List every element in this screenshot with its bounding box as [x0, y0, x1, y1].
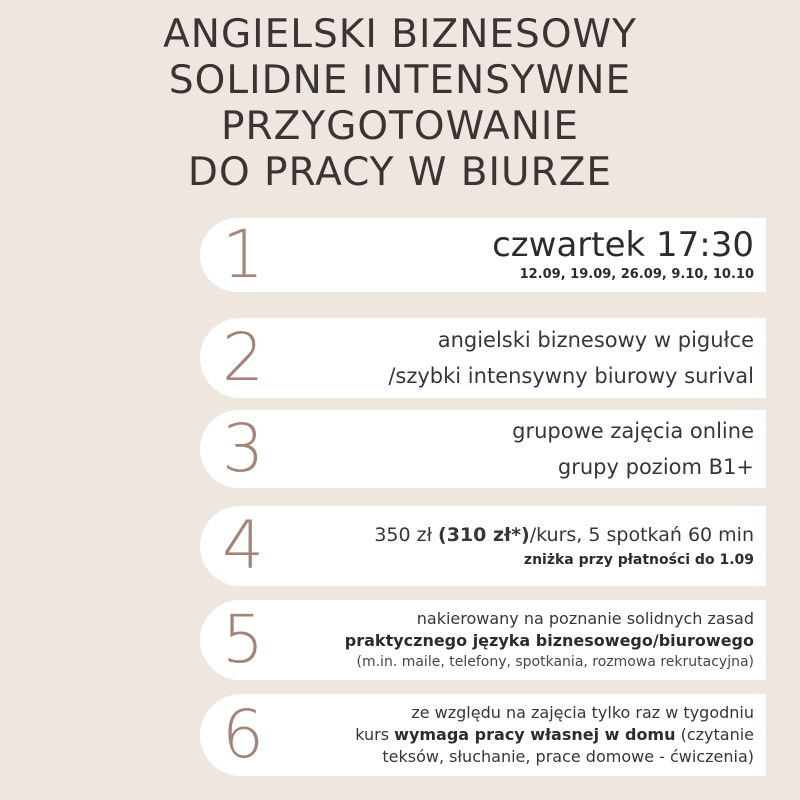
- info-card-1: [200, 218, 766, 292]
- card-text-4: [374, 506, 754, 586]
- info-card-4: [200, 506, 766, 586]
- homework-suffix: (czytanie: [675, 725, 754, 744]
- discount-note: zniżka przy płatności do 1.09: [523, 552, 754, 568]
- homework-line-1: ze względu na zajęcia tylko raz w tygodniu: [411, 703, 754, 722]
- level-line: grupy poziom B1+: [557, 455, 754, 479]
- focus-line-1: nakierowany na poznanie solidnych zasad: [416, 609, 754, 628]
- card-number-3: 3: [222, 410, 264, 487]
- card-number-5: 5: [222, 601, 264, 678]
- homework-line-2: [355, 724, 754, 746]
- title-line-3: PRZYGOTOWANIE: [220, 104, 580, 149]
- title-line-1: ANGIELSKI BIZNESOWY: [163, 12, 637, 57]
- price-regular: 350 zł: [374, 524, 439, 546]
- price-details: /kurs, 5 spotkań 60 min: [529, 524, 754, 546]
- format-line: grupowe zajęcia online: [512, 419, 754, 443]
- homework-prefix: kurs: [355, 725, 395, 744]
- schedule-dates: 12.09, 19.09, 26.09, 9.10, 10.10: [519, 267, 754, 282]
- price-discount: (310 zł*): [438, 524, 530, 546]
- course-description-line-1: angielski biznesowy w pigułce: [437, 328, 754, 352]
- schedule-day-time: czwartek 17:30: [492, 225, 754, 265]
- homework-emphasis: wymaga pracy własnej w domu: [394, 725, 676, 744]
- info-card-5: [200, 600, 766, 680]
- card-text-5: [345, 600, 754, 680]
- card-text-1: [492, 218, 754, 292]
- info-card-3: [200, 410, 766, 488]
- page-title: [0, 12, 800, 196]
- card-number-2: 2: [222, 319, 264, 396]
- title-line-4: DO PRACY W BIURZE: [187, 150, 613, 195]
- card-number-4: 4: [222, 507, 264, 584]
- card-number-6: 6: [222, 696, 264, 773]
- focus-line-3: (m.in. maile, telefony, spotkania, rozmowa rekrutacyjna): [356, 654, 754, 670]
- title-line-2: SOLIDNE INTENSYWNE: [168, 58, 632, 103]
- card-text-3: [512, 410, 754, 488]
- focus-line-2: praktycznego języka biznesowego/biurowego: [344, 631, 754, 650]
- course-description-line-2: /szybki intensywny biurowy surival: [388, 364, 754, 388]
- card-text-2: [388, 318, 754, 398]
- price-line: [374, 521, 754, 549]
- homework-line-3: teksów, słuchanie, prace domowe - ćwiczenia): [382, 747, 754, 766]
- card-number-1: 1: [222, 216, 264, 293]
- info-card-2: [200, 318, 766, 398]
- card-text-6: [355, 694, 754, 776]
- info-card-6: [200, 694, 766, 776]
